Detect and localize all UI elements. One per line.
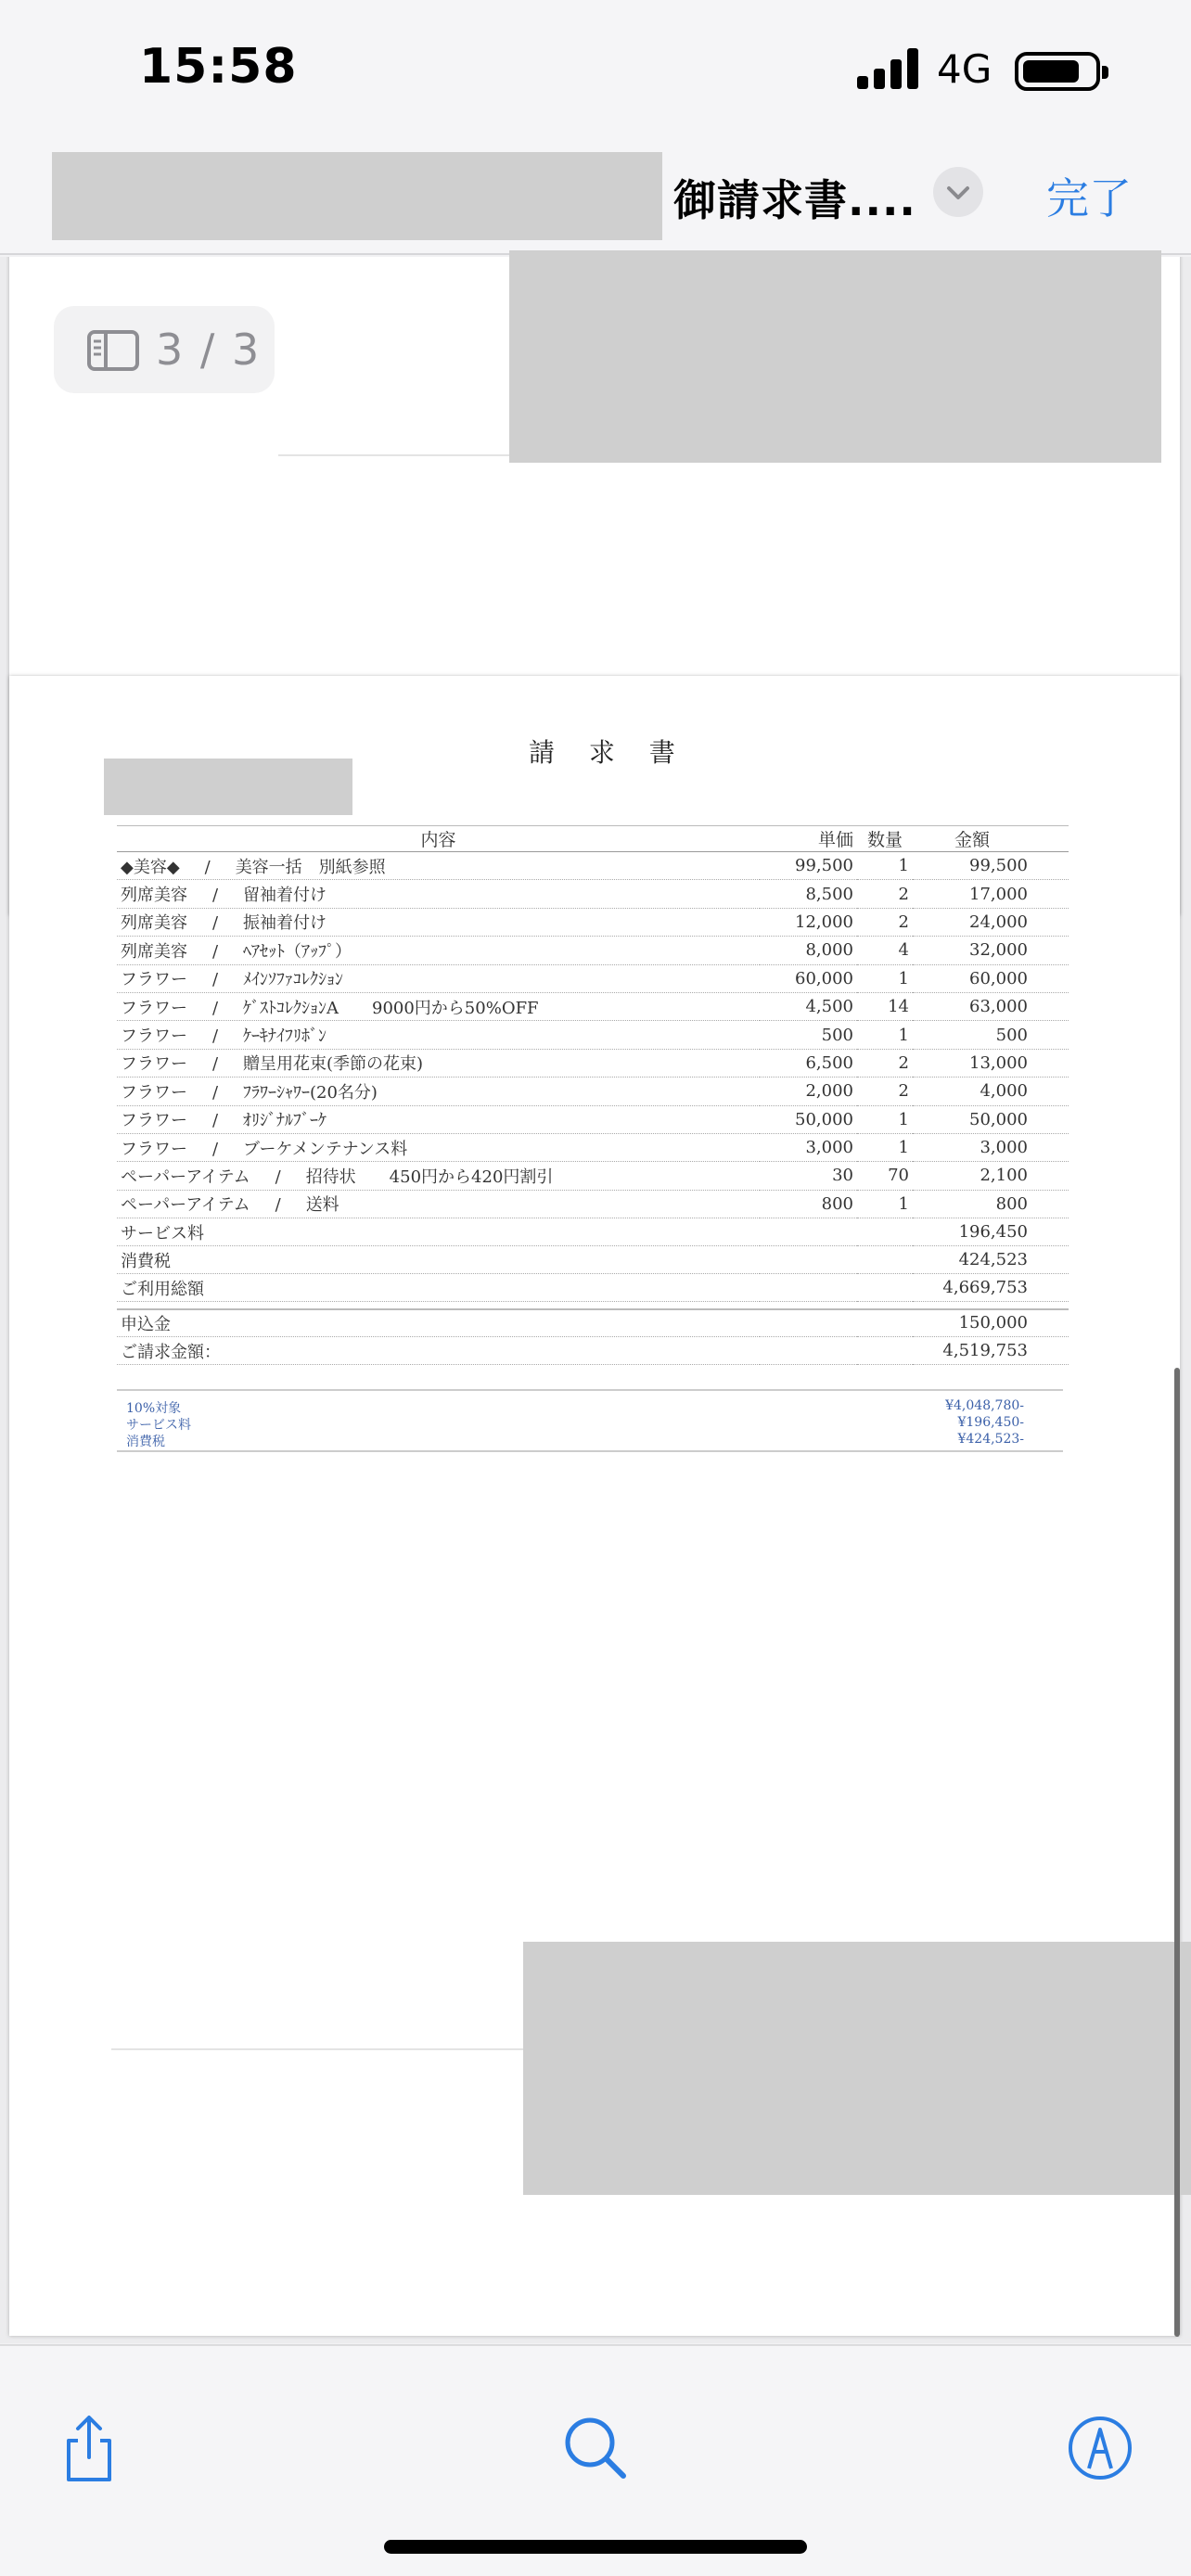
home-indicator [384,2540,807,2554]
item-description [117,1190,760,1218]
item-detail: ﾍｱｾｯﾄ（ｱｯﾌﾟ） [243,941,352,962]
invoice-amount-row [117,1337,1069,1365]
tax-breakdown-label: サービス料 [126,1418,191,1433]
item-quantity: 14 [857,992,913,1020]
item-detail: ｹﾞｽﾄｺﾚｸｼｮﾝA 9000円から50%OFF [243,998,539,1018]
cellular-signal-icon [857,48,920,89]
item-quantity: 4 [857,937,913,964]
item-category: 列席美容 [121,913,187,934]
item-detail: 留袖着付け [243,886,327,906]
item-quantity: 2 [857,1078,913,1105]
item-description [117,937,760,964]
item-quantity: 1 [857,852,913,880]
tax-breakdown-value: ¥424,523- [957,1432,1024,1447]
item-separator: / [211,941,219,962]
item-separator: / [211,1054,219,1075]
item-description [117,852,760,880]
item-quantity: 2 [857,908,913,936]
table-row [117,880,1069,908]
item-unit-price: 4,500 [760,992,857,1020]
table-row [117,1190,1069,1218]
item-category: フラワー [121,1082,187,1103]
share-icon[interactable] [52,2411,126,2485]
item-category: ◆美容◆ [121,857,180,877]
item-quantity: 1 [857,1021,913,1049]
status-time: 15:58 [139,39,298,95]
item-unit-price: 30 [760,1162,857,1190]
redacted-block [104,759,352,815]
table-row [117,964,1069,992]
invoice-header-row [117,826,1069,852]
battery-icon [1015,52,1100,91]
item-amount: 3,000 [913,1133,1069,1161]
tax-breakdown [117,1389,1063,1452]
item-separator: / [211,998,219,1018]
network-type: 4G [937,46,992,92]
item-amount: 50,000 [913,1105,1069,1133]
item-detail: ブーケメンテナンス料 [243,1139,408,1159]
item-amount: 500 [913,1021,1069,1049]
table-row [117,1133,1069,1161]
item-detail: ｹｰｷﾅｲﾌﾘﾎﾞﾝ [243,1027,327,1047]
item-detail: 贈呈用花束(季節の花束) [243,1054,424,1075]
item-detail: ｵﾘｼﾞﾅﾙﾌﾞｰｹ [243,1111,327,1131]
item-category: ペーパーアイテム [121,1195,250,1216]
item-detail: ﾌﾗﾜｰｼｬﾜｰ(20名分) [243,1082,378,1103]
item-unit-price: 99,500 [760,852,857,880]
item-description [117,908,760,936]
markup-icon[interactable] [1063,2411,1137,2485]
item-category: フラワー [121,1054,187,1075]
item-description [117,964,760,992]
document-title[interactable]: 御請求書.... [673,175,916,225]
table-row [117,1021,1069,1049]
item-quantity: 1 [857,1133,913,1161]
item-unit-price: 8,000 [760,937,857,964]
service-fee-row [117,1218,1069,1246]
item-amount: 99,500 [913,852,1069,880]
sidebar-icon [87,330,139,371]
item-quantity: 70 [857,1162,913,1190]
item-amount: 2,100 [913,1162,1069,1190]
item-detail: 振袖着付け [243,913,327,934]
consumption-tax-value: 424,523 [913,1246,1069,1274]
item-category: フラワー [121,970,187,990]
consumption-tax-label: 消費税 [117,1246,760,1274]
item-quantity: 1 [857,964,913,992]
tax-breakdown-value: ¥196,450- [957,1415,1024,1430]
page-indicator[interactable] [54,306,275,393]
item-description [117,1078,760,1105]
item-unit-price: 800 [760,1190,857,1218]
item-separator: / [211,970,219,990]
done-button[interactable]: 完了 [1046,173,1132,223]
item-quantity: 1 [857,1105,913,1133]
item-quantity: 2 [857,1049,913,1077]
item-category: フラワー [121,1139,187,1159]
invoice-title: 請 求 書 [529,737,688,768]
item-description [117,992,760,1020]
item-description [117,1133,760,1161]
item-amount: 24,000 [913,908,1069,936]
item-separator: / [211,1111,219,1131]
item-quantity: 2 [857,880,913,908]
item-description [117,1162,760,1190]
item-amount: 13,000 [913,1049,1069,1077]
item-amount: 4,000 [913,1078,1069,1105]
header-amount: 金額 [913,826,1069,852]
tax-breakdown-label: 10%対象 [126,1401,182,1416]
item-separator: / [211,1027,219,1047]
item-unit-price: 2,000 [760,1078,857,1105]
invoice-amount-label: ご請求金額： [117,1337,760,1365]
table-row [117,1049,1069,1077]
table-row [117,852,1069,880]
item-amount: 17,000 [913,880,1069,908]
invoice-table [117,825,1069,1365]
redacted-block [52,152,662,240]
item-amount: 63,000 [913,992,1069,1020]
status-bar [0,0,1191,139]
item-separator: / [211,886,219,906]
service-fee-label: サービス料 [117,1218,760,1246]
item-quantity: 1 [857,1190,913,1218]
table-row [117,937,1069,964]
tax-breakdown-value: ¥4,048,780- [945,1398,1024,1413]
table-row [117,1162,1069,1190]
item-detail: 招待状 450円から420円割引 [305,1167,554,1187]
item-unit-price: 12,000 [760,908,857,936]
item-description [117,1021,760,1049]
invoice-amount-value: 4,519,753 [913,1337,1069,1365]
item-category: フラワー [121,998,187,1018]
item-category: ペーパーアイテム [121,1167,250,1187]
item-category: 列席美容 [121,941,187,962]
item-unit-price: 8,500 [760,880,857,908]
item-unit-price: 500 [760,1021,857,1049]
item-unit-price: 50,000 [760,1105,857,1133]
total-usage-row [117,1274,1069,1302]
item-unit-price: 6,500 [760,1049,857,1077]
item-amount: 800 [913,1190,1069,1218]
item-description [117,880,760,908]
header-unit-price: 単価 [760,826,857,852]
table-row [117,908,1069,936]
header-description: 内容 [117,826,760,852]
item-category: フラワー [121,1027,187,1047]
item-detail: 送料 [305,1195,339,1216]
item-unit-price: 60,000 [760,964,857,992]
item-category: 列席美容 [121,886,187,906]
application-fee-label: 申込金 [117,1309,760,1337]
item-amount: 32,000 [913,937,1069,964]
item-separator: / [211,913,219,934]
item-separator: / [204,857,211,877]
header-quantity: 数量 [857,826,913,852]
item-unit-price: 3,000 [760,1133,857,1161]
item-separator: / [211,1139,219,1159]
item-category: フラワー [121,1111,187,1131]
consumption-tax-row [117,1246,1069,1274]
table-row [117,1105,1069,1133]
redacted-block [523,1942,1191,2195]
item-separator: / [275,1167,281,1187]
scroll-indicator[interactable] [1174,1368,1180,2337]
search-icon[interactable] [558,2411,633,2485]
table-row [117,1078,1069,1105]
item-separator: / [275,1195,281,1216]
application-fee-value: 150,000 [913,1309,1069,1337]
item-detail: 美容一括 別紙参照 [235,857,386,877]
item-separator: / [211,1082,219,1103]
tax-breakdown-label: 消費税 [126,1435,165,1449]
page-indicator-label: 3 / 3 [156,325,262,375]
item-amount: 60,000 [913,964,1069,992]
redacted-block [509,250,1161,463]
item-description [117,1105,760,1133]
table-row [117,992,1069,1020]
item-detail: ﾒｲﾝｿﾌｧｺﾚｸｼｮﾝ [243,970,343,990]
application-fee-row [117,1309,1069,1337]
chevron-down-icon[interactable] [933,167,983,217]
item-description [117,1049,760,1077]
total-usage-label: ご利用総額 [117,1274,760,1302]
service-fee-value: 196,450 [913,1218,1069,1246]
total-usage-value: 4,669,753 [913,1274,1069,1302]
